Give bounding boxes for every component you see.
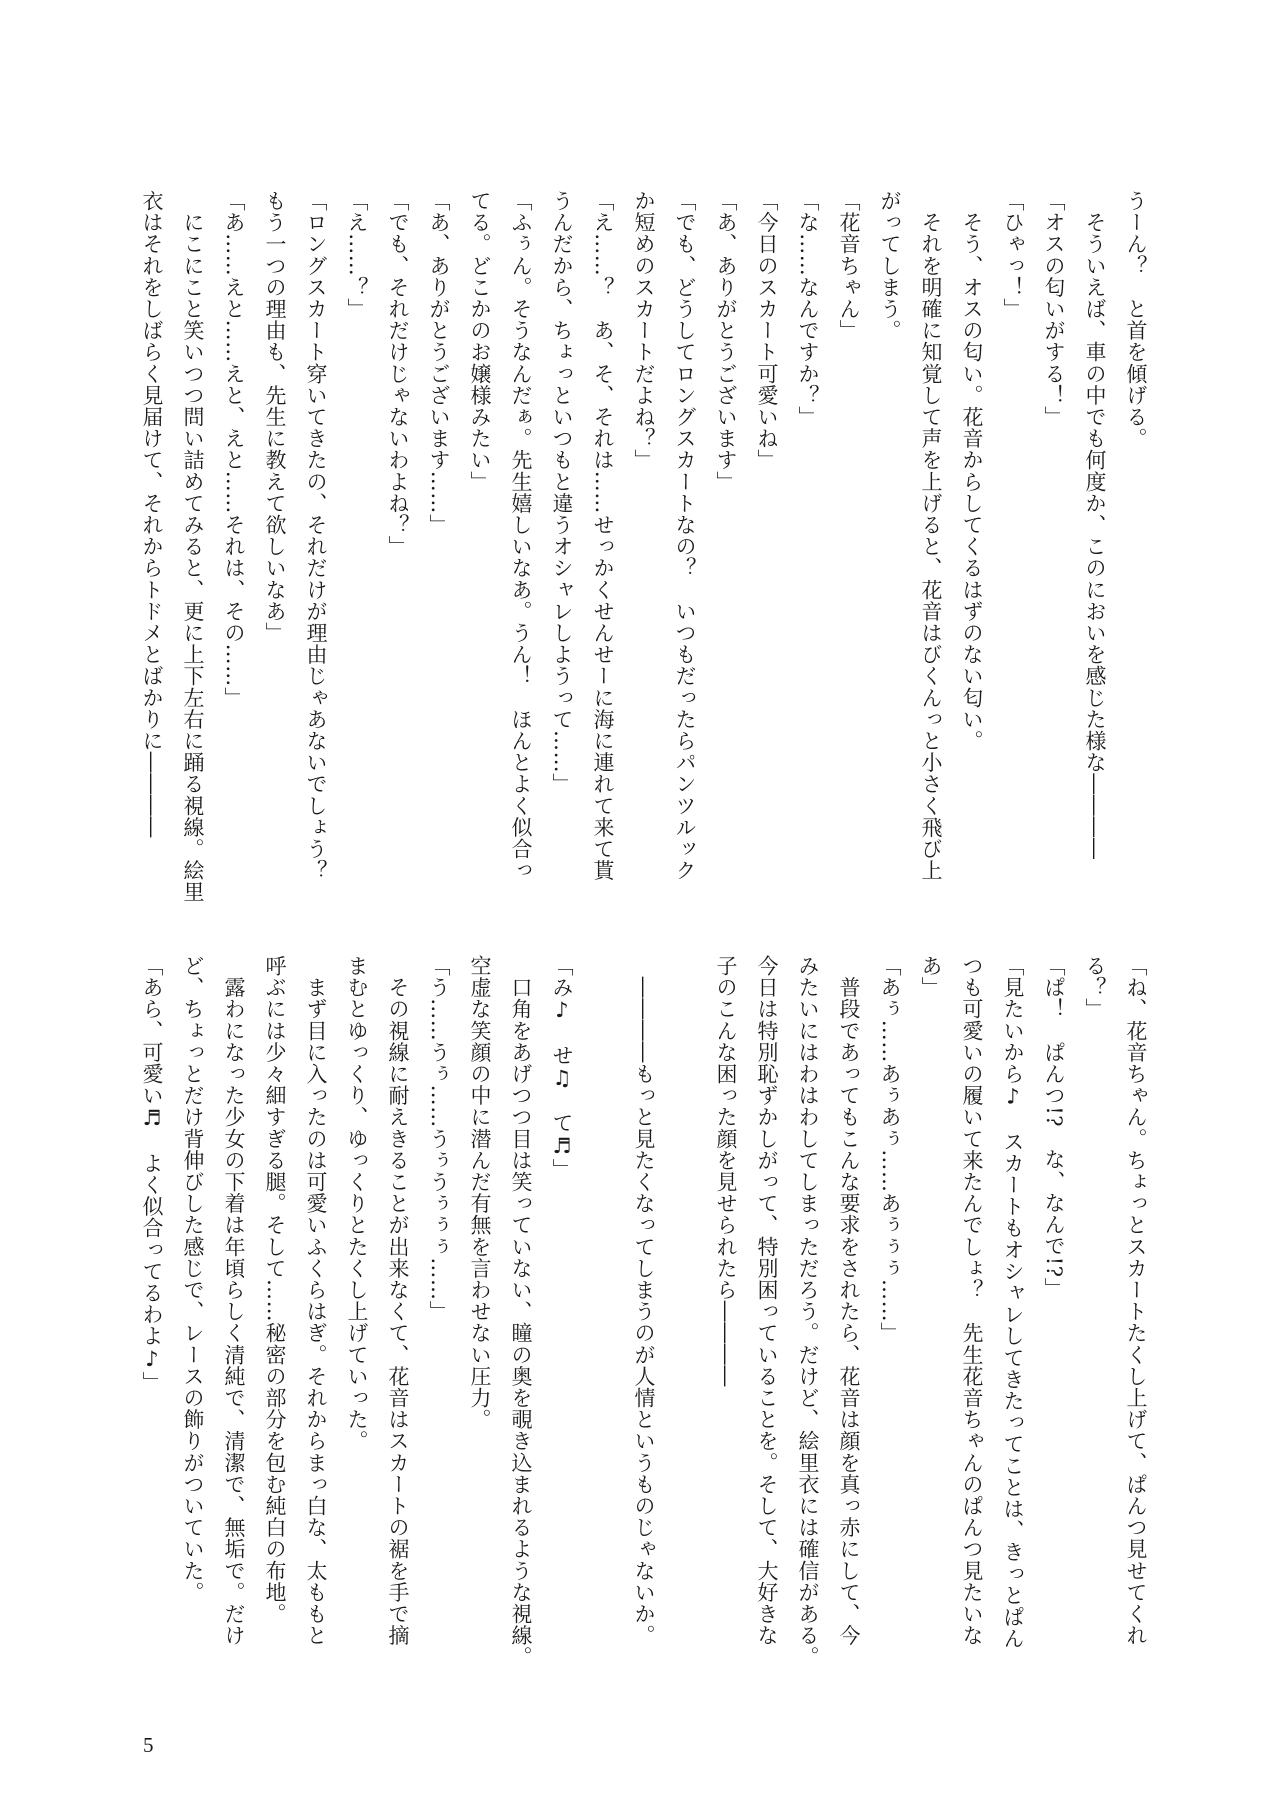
text-line: 呼ぶには少々細すぎる腿。そして……秘密の部分を包む純白の布地。 [263,955,287,1625]
text-line: 普段であってもこんな要求をされたら、花音は顔を真っ赤にして、今 [837,955,861,1647]
text-line: 「え……？」 [345,190,369,320]
text-line: 今日は特別恥ずかしがって、特別困っていることを。そして、大好きな [755,955,779,1647]
text-line: 「う……うぅ……うぅうぅぅぅ……」 [427,955,451,1323]
text-line: 露わになった少女の下着は年頃らしく清純で、清潔で、無垢で。だけ [222,955,246,1647]
text-line: 「見たいから♪ スカートもオシャレしてきたってことは、きっとぱん [1001,955,1025,1650]
text-line: 「花音ちゃん」 [837,190,861,342]
text-line: 衣はそれをしばらく見届けて、それからトドメとばかりに―――― [140,190,164,838]
text-line: 「あ、ありがとうございます」 [714,190,738,493]
text-line: 「み♪ せ♫ て♬」 [550,955,574,1180]
text-line: その視線に耐えきることが出来なくて、花音はスカートの裾を手で摘 [386,955,410,1647]
text-line: がってしまう。 [878,190,902,342]
text-line: てる。どこかのお嬢様みたい」 [468,190,492,493]
text-line [664,955,705,1655]
text-line: 「オスの匂いがする！」 [1042,190,1066,428]
text-line: 「ひゃっ！」 [1001,190,1025,320]
text-line: まず目に入ったのは可愛いふくらはぎ。それからまっ白な、太ももと [304,955,328,1647]
text-line: ど、ちょっとだけ背伸びした感じで、レースの飾りがついていた。 [181,955,205,1603]
text-line: 「あ、ありがとうございます……」 [427,190,451,536]
text-line: うーん？ と首を傾げる。 [1124,190,1148,450]
text-line: 「ね、花音ちゃん。ちょっとスカートたくし上げて、ぱんつ見せてくれ [1124,955,1148,1647]
text-line: あ」 [919,955,943,999]
text-line: 「あら、可愛い♬ よく似合ってるわよ♪」 [140,955,164,1393]
text-line: つも可愛いの履いて来たんでしょ？ 先生花音ちゃんのぱんつ見たいな [960,955,984,1647]
text-line: 「な……なんですか？」 [796,190,820,428]
text-line: 「今日のスカート可愛いね」 [755,190,779,471]
text-line: もう一つの理由も、先生に教えて欲しいなあ」 [263,190,287,644]
text-line: そういえば、車の中でも何度か、このにおいを感じた様な―――― [1083,190,1107,860]
text-line: 子のこんな困った顔を見せられたら―――― [714,955,738,1387]
text-line: 「え……？ あ、そ、それは……せっかくせんせーに海に連れて来て貰 [591,190,615,882]
text-line: る？」 [1083,955,1107,1020]
text-line: うんだから、ちょっといつもと違うオシャレしようって……」 [550,190,574,795]
text-line: 「でも、どうしてロングスカートなの？ いつもだったらパンツルック [673,190,697,882]
text-line: 「でも、それだけじゃないわよね？」 [386,190,410,558]
text-line: それを明確に知覚して声を上げると、花音はびくんっと小さく飛び上 [919,190,943,882]
text-line: にこにこと笑いつつ問い詰めてみると、更に上下左右に踊る視線。絵里 [181,190,205,903]
text-line: ――――もっと見たくなってしまうのが人情というものじゃないか。 [632,955,656,1647]
text-line: 「あぅ……あぅあぅ……あぅぅぅ……」 [878,955,902,1344]
text-line: 「ふぅん。そうなんだぁ。先生嬉しいなあ。うん！ ほんとよく似合っ [509,190,533,882]
text-line: まむとゆっくり、ゆっくりとたくし上げていった。 [345,955,369,1452]
text-line: 「あ……えと……えと、えと……それは、その……」 [222,190,246,709]
page-number: 5 [143,1733,154,1757]
text-line: 口角をあげつつ目は笑っていない、瞳の奥を覗き込まれるような視線。 [509,955,533,1668]
text-line [582,955,623,1655]
upper-text-block [131,190,1156,903]
text-line: 「ぱ！ ぱんつ!? な、なんで!?」 [1042,955,1066,1300]
text-line: そう、オスの匂い。花音からしてくるはずのない匂い。 [960,190,984,752]
text-line: か短めのスカートだよね？」 [632,190,656,471]
text-line: 空虚な笑顔の中に潜んだ有無を言わせない圧力。 [468,955,492,1431]
lower-text-block [131,955,1156,1668]
text-line: みたいにはわはわしてしまっただろう。だけど、絵里衣には確信がある。 [796,955,820,1668]
text-line: 「ロングスカート穿いてきたの、それだけが理由じゃあないでしょう？ [304,190,328,882]
